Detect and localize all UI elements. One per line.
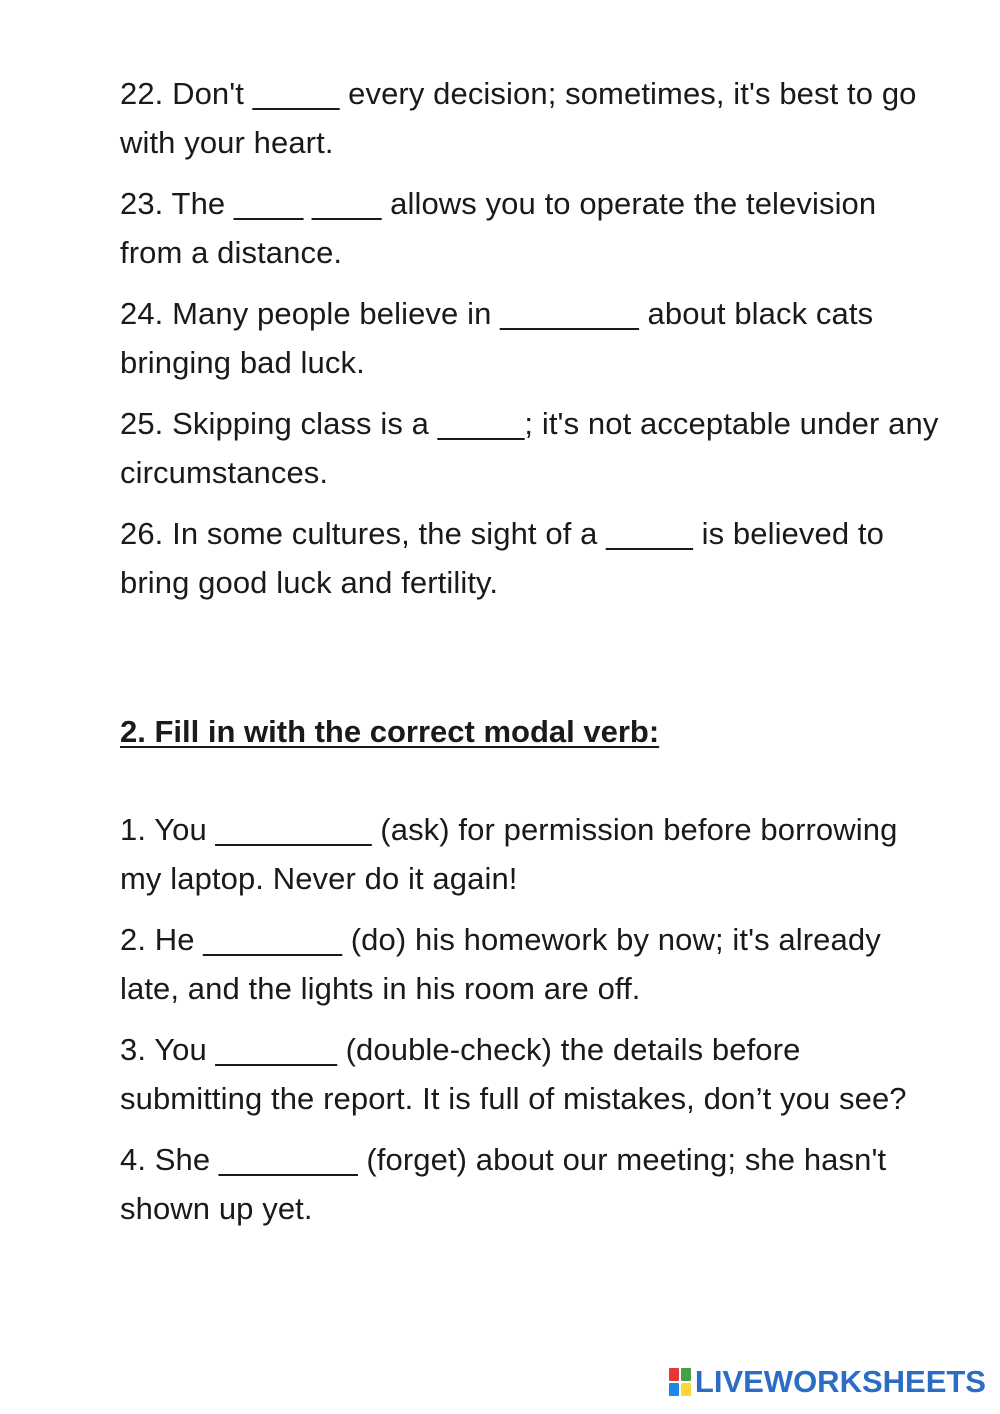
exercise-2-item-3: 3. You _______ (double-check) the details before submitting the report. It is full of mistakes, don’t you see?: [120, 1032, 907, 1116]
exercise-1-item-26: 26. In some cultures, the sight of a _____ is believed to bring good luck and fertility.: [120, 516, 884, 600]
logo-square-yellow: [681, 1383, 691, 1396]
logo-square-blue: [669, 1383, 679, 1396]
liveworksheets-logo-icon: [669, 1368, 691, 1396]
exercise-1-list: [120, 70, 940, 620]
exercise-2-item-2: 2. He ________ (do) his homework by now; it's already late, and the lights in his room are off.: [120, 922, 881, 1006]
exercise-1-item-24: 24. Many people believe in ________ about black cats bringing bad luck.: [120, 296, 874, 380]
exercise-2-list: [120, 806, 940, 1246]
exercise-2-title: 2. Fill in with the correct modal verb:: [120, 714, 660, 749]
logo-square-red: [669, 1368, 679, 1381]
exercise-2-item-4: 4. She ________ (forget) about our meeting; she hasn't shown up yet.: [120, 1142, 887, 1226]
logo-square-green: [681, 1368, 691, 1381]
exercise-2-item-1: 1. You _________ (ask) for permission before borrowing my laptop. Never do it again!: [120, 812, 898, 896]
brand-wordmark: LIVEWORKSHEETS: [694, 1364, 986, 1399]
exercise-1-item-23: 23. The ____ ____ allows you to operate the television from a distance.: [120, 186, 877, 270]
exercise-1-item-25: 25. Skipping class is a _____; it's not acceptable under any circumstances.: [120, 406, 939, 490]
liveworksheets-brand[interactable]: [669, 1364, 986, 1400]
exercise-1-item-22: 22. Don't _____ every decision; sometimes, it's best to go with your heart.: [120, 76, 917, 160]
